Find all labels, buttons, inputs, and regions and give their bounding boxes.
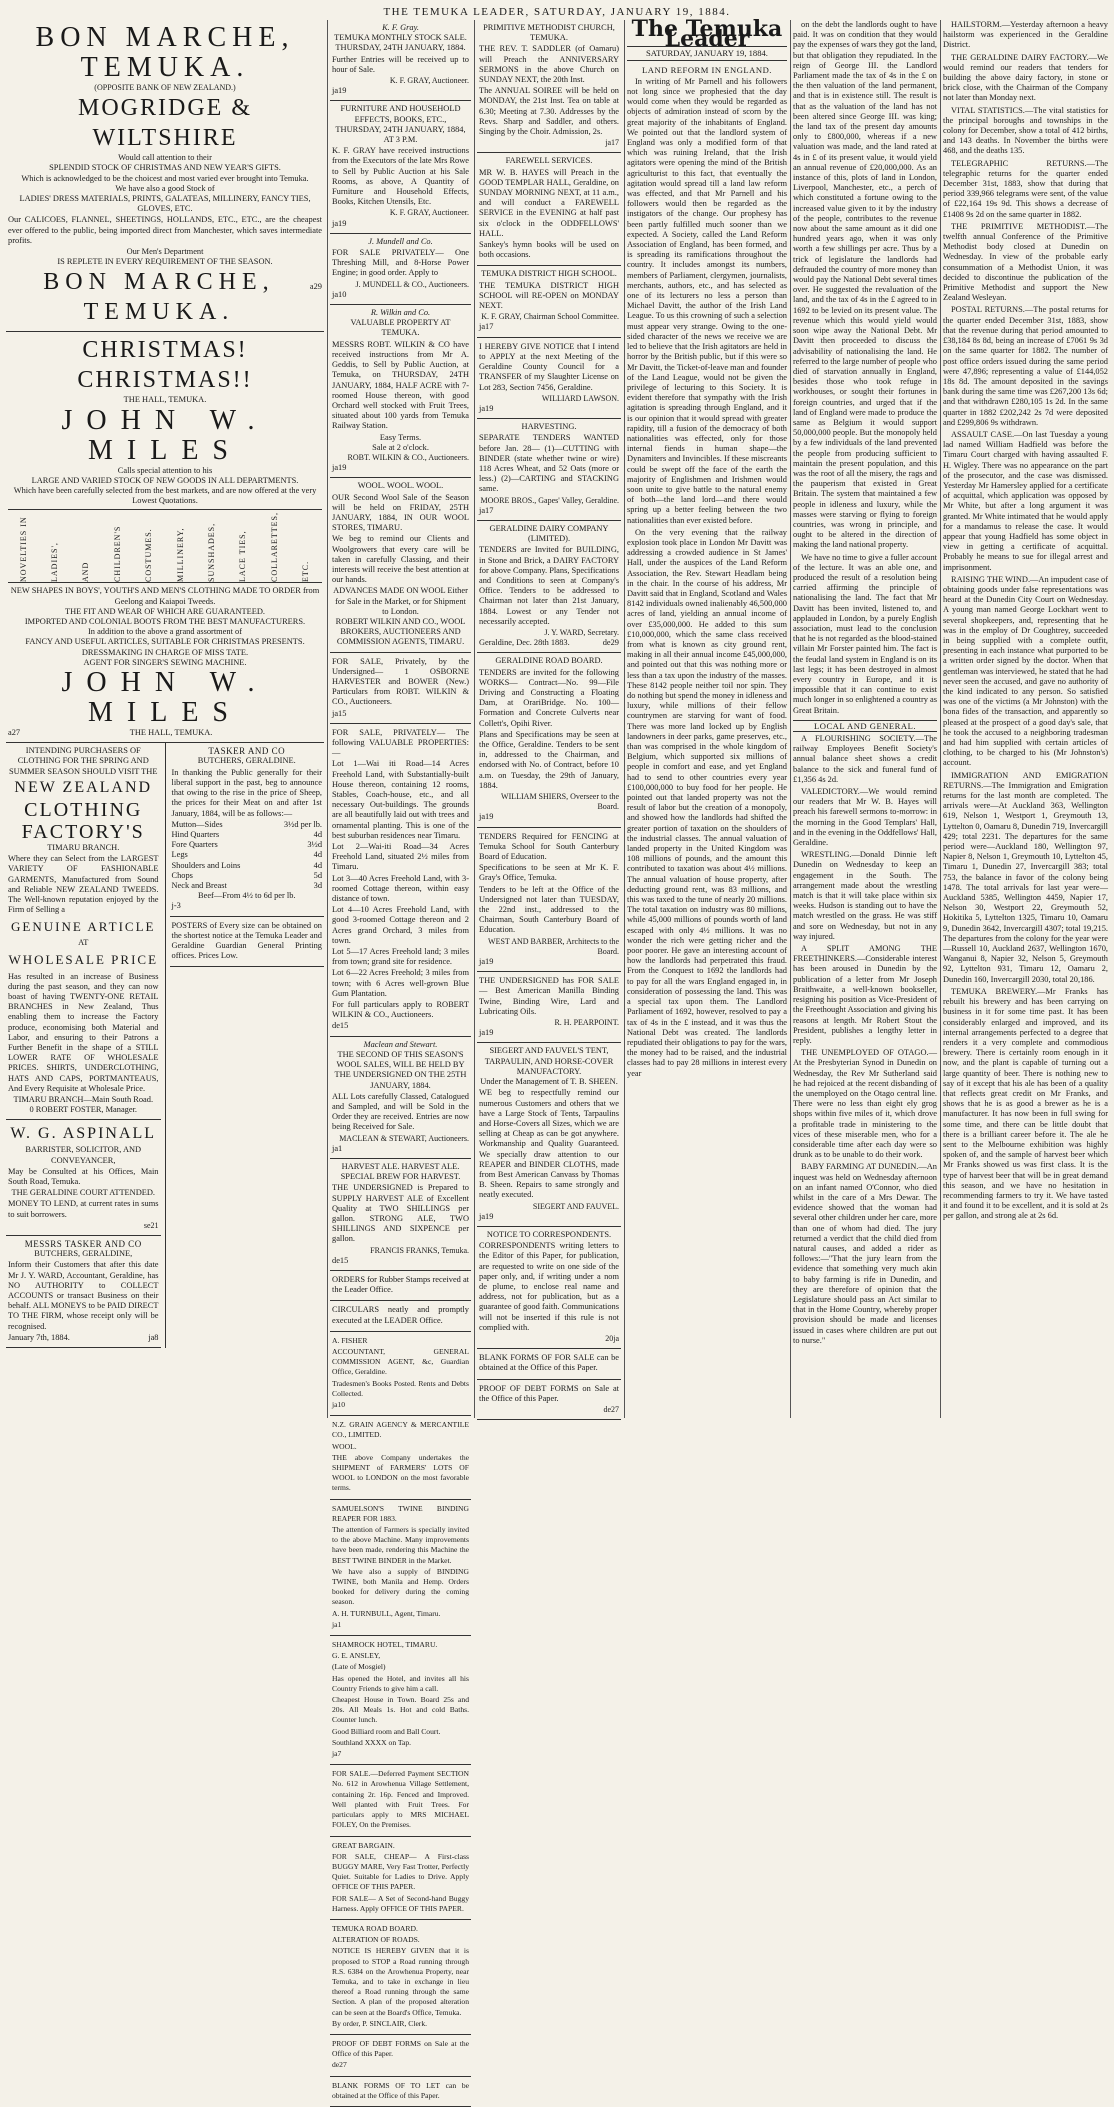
news-item: RAISING THE WIND.—An impudent case of obtaining goods under false representations was heard at the Dunedin City Court on Wednesday. A young man named George Lockhart went to several shopkeepers, and, representing that he was in the employ of Dr Coughtrey, succeeded in being supplied with a complete outfit, presenting in each instance what purported to be a written order signed by the doctor. When that gentleman was interviewed, he stated that he had never seen the accused, and gave no authority of the kind indicated to any person. So satisfied was one of the victims (a Mr Johnston) with the bona fides of the transaction, and apparently so pleased at the prospect of a good day's sale, that he took the accused to a neighboring tradesman and had him supplied with certain articles of clothing, to be charged to his (Mr Johnston's) account. — [943, 574, 1108, 768]
article-paragraph: In writing of Mr Parnell and his followers not long since we prophesied that the day would come when they would be regarded as objects of admiration instead of scorn by the great majority of the inhabitants of England. We pointed out that the landlord system of England was only a modified form of that which was ruining Ireland, that the Irish agitators were opening the mind of the British agriculturist to this fact, that eventually the agitation would spread till a land law reform was effected, and that Mr Parnell and his followers would then be regarded as the instigators of the change. Our prophesy has been partly fulfilled much sooner than we expected. A Society, called the Land Reform Association of England, has been formed, and is spreading its ramifications throughout the country. It includes amongst its numbers, members of Parliament, clergymen, journalists, merchants, authors, etc., and has selected as one of its lecturers no less a person than Michael Davitt, the author of the Irish Land League. To us this crowning of such a selection must appear very strange. Owing to the one-sided character of the news we receive we are led to believe that the Irish agitators are held in horror by the British public, but if this were so Mr Davitt, the Ticket-of-leave man and founder of the Land League, would not be given the privilege of lecturing to this Society. It is evident therefore that sympathy with the Irish agitation is spreading through England, and it is our opinion that it would spread with greater rapidity, till a fusion of the democracy of both nationalities was effected, only for those internal fiends in human shape—the Dynamiters and Invincibles. If these miscreants could be swept off the face of the earth the majority of Englishmen and Irishmen would soon unite to give battle to the natural enemy of both—the land lord—and there would spring up a better feeling between the two nationalities than ever existed before. — [627, 76, 787, 525]
column-6 — [943, 20, 1108, 1418]
to-let-forms-ad — [330, 2077, 471, 2107]
text-line: ROBERT WILKIN AND CO., WOOL BROKERS, AUCTIONEERS AND COMMISSION AGENTS, TIMARU. — [335, 616, 466, 647]
news-item: TELEGRAPHIC RETURNS.—The telegraphic returns for the quarter ended December 31st, 1883, show that during that period 339,966 telegrams were sent, of the value of £22,164 19s 9d. This shows a decrease of £1408 9s 2d on the same quarter in 1882. — [943, 158, 1108, 219]
text-line: FAREWELL SERVICES. — [505, 156, 593, 166]
vertical-label: COSTUMES. — [144, 528, 154, 583]
twine-ad — [477, 972, 621, 1043]
column-rule — [790, 20, 791, 1418]
nz-title: NEW ZEALAND — [14, 778, 153, 796]
news-item: THE PRIMITIVE METHODIST.—The twelfth annual Conference of the Primitive Methodist body closed at Dunedin on Wednesday. In view of the probable early consummation of a Methodist Union, it was decided to discontinue the publication of the Primitive Methodist and support the New Zealand Wesleyan. — [943, 221, 1108, 303]
article-paragraph: On the very evening that the railway explosion took place in London Mr Davitt was addressing a crowded audience in St James' Hall, under the auspices of the Land Reform Association, the Rev. Stewart Headlam being in the chair. In the course of his address, Mr Davitt said that in England, Scotland and Wales 8142 individuals owned inalienably 46,500,000 acres of land, yielding an annual income of over £35,000,000. He added to this sum £10,000,000, which the same class received from what is known as city ground rent, making in all their annual income £45,000,000, and pointed out that this was nothing more or less than a tax upon the industry of the masses. These 8142 people neither toil nor spin. They do nothing but spend the money in idleness and luxury, while millions of their fellow countrymen are starving for want of food. There was more land locked up by English landowners in deer parks, game preserves, etc., than was comprised in the whole kingdom of Belgium, which supported six millions of people in comfort and ease, and yet England had to send to other countries every year £100,000,000 to buy food for her people. He pointed out that landed property was not the result of labor but the creation of a monopoly, and showed how the landlords had shifted the greater portion of taxation on the shoulders of the industrial classes. The annual valuation of landed property in the United Kingdom was 108 millions of pounds, and the amount this contributed to taxation was about 4½ millions. The annual valuation of house property, after deducting ground rent, was 83 millions, and this was taxed to the tune of nearly 20 millions. The total taxation on industry was 80 millions, while 45,000 millions of pounds worth of land escaped with only 4½ millions. It was no wonder the rich were getting richer and the poor poorer. He gave an interesting account of how the landlords had perpetrated this fraud. From the Conquest to 1692 the landlords had to pay for all the wars England engaged in, in consideration of possessing the land. This was a special tax upon them. The Landlord Parliament of 1692, however, resolved to pay a tax of 4s in the £ instead, and it was thus the National Debt was created. The landlords repudiated their obligations to pay for the wars, the money had to be raised, and the industrial classes had to pay 28 millions in interest every year — [627, 527, 787, 1078]
text-line: ja1 — [332, 1619, 342, 1629]
column-rule — [940, 20, 941, 1418]
rubber-stamps-ad — [330, 1271, 471, 1301]
text-line: AGENT FOR SINGER'S SEWING MACHINE. — [83, 657, 247, 667]
fisher-ad — [330, 1332, 471, 1416]
text-line: TEMUKA MONTHLY STOCK SALE. — [334, 33, 467, 43]
text-line: THE GERALDINE COURT ATTENDED. — [11, 1188, 156, 1198]
meat-price-row — [172, 871, 323, 881]
meat-price: 3d — [313, 880, 322, 890]
ad-tag: ja17 — [479, 322, 494, 332]
column-4 — [627, 16, 787, 1418]
vertical-label: NOVELTIES IN — [18, 516, 28, 583]
meat-price: 3½d — [307, 840, 322, 850]
meat-cut: Mutton—Sides — [171, 819, 223, 829]
text-line: BARRISTER, SOLICITOR, AND CONVEYANCER, — [25, 1145, 142, 1165]
bon-marche-footer: BON MARCHE, TEMUKA. — [43, 269, 275, 326]
text-line: Tradesmen's Books Posted. Rents and Debts Collected. — [332, 1378, 469, 1398]
bon-marche-sub: (OPPOSITE BANK OF NEW ZEALAND.) — [94, 83, 236, 92]
property-lot: Lot 3—40 Acres Freehold Land, with 3-roomed Cottage thereon, within easy distance of town. — [332, 873, 469, 904]
text-line: BUTCHERS, GERALDINE, — [34, 1249, 133, 1259]
column-3 — [477, 20, 621, 1418]
novelties-banner — [8, 509, 322, 583]
left-subcolumn — [6, 743, 166, 1348]
signature: WILLIAM SHIERS, Overseer to the Board. — [501, 792, 619, 812]
ad-tag: j-3 — [171, 901, 181, 911]
vertical-label: LACE TIES, — [238, 530, 248, 583]
lot-list — [332, 759, 469, 999]
maclean-ad — [330, 1037, 471, 1159]
text-line: WOOL. — [332, 1441, 357, 1451]
text-line: NEW SHAPES IN BOYS', YOUTH'S AND MEN'S CLOTHING MADE TO ORDER from Geelong and Kaiapoi Tweeds. — [10, 586, 320, 606]
wholesale-title: WHOLESALE PRICE — [8, 951, 159, 967]
text-line: In thanking the Public generally for their liberal support in the past, beg to announce that owing to the rise in the price of Sheep, the prices for their Meat on and after 1st January, 1884, will be as follows:— — [171, 767, 322, 818]
text-line: ACCOUNTANT, GENERAL COMMISSION AGENT, &c, Guardian Office, Geraldine. — [332, 1346, 469, 1377]
tasker-notice-ad — [6, 1236, 161, 1348]
article-paragraph: on the debt the landlords ought to have paid. It was on condition that they would pay the expenses of wars they got the land, but that obligation they repudiated. In the reign of George III. the Landlord Parliament made the tax of 4s in the £ on the then valuation of the land permanent, and that is in existence still. The result is that as the valuation of the land has not been altered since George III. was king; the land tax of the present day amounts only to £800,000, whereas if a new valuation was made, and the land rated at 4s in £ of its present value, it would yield an annual revenue of £20,000,000. As an instance of this, plots of land in London, Liverpool, Manchester, etc., a perch of which constituted a fortune owing to the increased value given to it by the industry of the people, contributes to the revenue now about the same amount as it did one hundred years ago, when it was only worth a few shillings per acre. Thus by a trick of legislature the landlords had defrauded the country of more money than would pay the National Debt several times over. He suggested the revaluation of the land, and the tax of 4s in the £ agreed to in 1692 to be levied on its present value. The revenue which this would yield would soon wipe away the National Debt. Mr Davitt then proceeded to discuss the advisability of nationalising the land. He referred to the large number of people who died of starvation annually in England, besides those who took refuge in workhouses, or sought their fortunes in foreign countries, and urged that if the land of England were made to produce the same as Belgium it would support 50,000,000 people. But the monopoly held by a few individuals of the land prevented the people from producing sufficient to maintain the present population, and this was the root of all the misery, the rags and the pauperism that existed in Great Britain. The system that maintained a few people in idleness and luxury, while the masses were starving or flying to foreign countries, was wrong in principle, and ought to be altered in the direction of making the land national property. — [793, 20, 937, 550]
text-line: The ANNUAL SOIREE will be held on MONDAY, the 21st Inst. Tea on table at 6.30; Meeting at 7.30. Addresses by the Revs. Sharp and Saddler, and others. Singing by the Choir. Admission, 2s. — [479, 86, 619, 137]
text-line: THE UNDERSIGNED has FOR SALE— Best American Manilla Binding Twine, Binding Wire, Lard and Lubricating Oils. — [479, 976, 619, 1016]
text-line: SHAMROCK HOTEL, TIMARU. — [332, 1640, 438, 1650]
samuelson-ad — [330, 1500, 471, 1636]
meat-cut: Legs — [171, 850, 188, 860]
proof-forms-ad — [330, 2035, 471, 2077]
column-5 — [793, 20, 937, 1418]
text-line: Sale at 2 o'clock. — [372, 442, 429, 452]
signature: J. Y. WARD, Secretary. — [544, 627, 619, 637]
signature: J. MUNDELL & CO., Auctioneers. — [355, 279, 469, 289]
signature: K. F. GRAY, Chairman School Committee. — [481, 312, 619, 322]
ad-tag: ja19 — [479, 812, 494, 822]
text-line: CIRCULARS neatly and promptly executed at the LEADER Office. — [332, 1305, 469, 1325]
section-heading: LOCAL AND GENERAL. — [793, 720, 937, 732]
miles-title: JOHN W. MILES — [61, 404, 269, 466]
ad-tag: de27 — [603, 1404, 619, 1414]
signature: K. F. GRAY, Auctioneer. — [389, 76, 469, 86]
text-line: THURSDAY, 24TH JANUARY, 1884, AT 3 P.M. — [335, 124, 466, 145]
text-line: PROOF OF DEBT FORMS on Sale at the Office of this Paper. — [332, 2038, 469, 2059]
text-line: A. H. TURNBULL, Agent, Timaru. — [332, 1608, 441, 1618]
property-lot: Lot 6—22 Acres Freehold; 3 miles from town; with 6 Acres well-grown Blue Gum Plantation. — [332, 968, 469, 998]
auctioneer-label: K. F. Gray. — [382, 23, 419, 32]
harvesting-ad — [477, 419, 621, 521]
auctioneer-label: J. Mundell and Co. — [368, 236, 433, 246]
wilkin-property-ad — [330, 305, 471, 478]
harvester-ad — [330, 653, 471, 724]
text-line: FOR SALE, Privately, by the Undersigned— 1 OSBORNE HARVESTER and BOWER (New.) Particulars from ROBT. WILKIN & CO., Auctioneers. — [332, 656, 469, 707]
meat-price: 4d — [313, 850, 322, 860]
correspondents-notice — [477, 1227, 621, 1349]
meat-price: 5d — [313, 870, 322, 880]
vertical-label: COLLARETTES, — [269, 512, 279, 583]
text-line: Has resulted in an increase of Business during the past season, and they can now boast of having TWENTY-ONE RETAIL BRANCHES in New Zealand, Thus enabling them to increase the Factory produce, economising both Material and Labor, and ensuring to their Patrons a Further Benefit in the shape of a STILL LOWER RATE OF WHOLESALE PRICES. SHIRTS, UNDERCLOTHING, HATS AND CAPS, PORTMANTEAUS, And Every Requisite at Wholesale Price. — [8, 971, 159, 1093]
text-line: Tenders to be left at the Office of the Undersigned not later than TUESDAY, the 22nd inst., addressed to the Chairman, South Canterbury Board of Education. — [479, 884, 619, 935]
text-line: FOR SALE, PRIVATELY— The following VALUABLE PROPERTIES:— — [332, 727, 469, 758]
text-line: FOR SALE— A Set of Second-hand Buggy Harness. Apply OFFICE OF THIS PAPER. — [332, 1893, 469, 1913]
vertical-label: CHILDREN'S — [112, 526, 122, 583]
signature: WILLIARD LAWSON. — [541, 393, 619, 403]
christmas-title: CHRISTMAS! CHRISTMAS!! — [77, 337, 253, 394]
news-item: VALEDICTORY.—We would remind our readers that Mr W. B. Hayes will preach his farewell sermons to-morrow: in the morning in the Good Templars' Hall, and in the evening in the Oddfellows' Hall, Geraldine. — [793, 787, 937, 848]
text-line: Plans and Specifications may be seen at the Office, Geraldine. Tenders to be sent in, addressed to the Chairman, and endorsed with No. of Contract, before 10 a.m. on Tuesday, the 29th of January, 1884. — [479, 729, 619, 790]
fencing-ad — [477, 828, 621, 973]
text-line: FOR SALE PRIVATELY— One Threshing Mill, and 8-Horse Power Engine; in good order. Apply to — [332, 248, 469, 278]
hall-line: THE HALL, TEMUKA. — [129, 728, 213, 738]
text-line: I HEREBY GIVE NOTICE that I intend to APPLY at the next Meeting of the Geraldine County Council for a TRANSFER of my Slaughter License on Lot 283, Section 7456, Geraldine. — [479, 341, 619, 392]
news-item: A SPLIT AMONG THE FREETHINKERS.—Considerable interest has been aroused in Dunedin by the publication of a letter from Mr Joseph Braithwaite, a well-known bookseller, resigning his position as Vice-President of the Freethought Association and giving his reasons at length. Mr Robert Stout the President, publishes a lengthy letter in reply. — [793, 944, 937, 1045]
text-line: Would call attention to their — [118, 153, 212, 163]
meat-price: 3½d per lb. — [283, 819, 322, 829]
running-title: THE TEMUKA LEADER, SATURDAY, JANUARY 19, 1884. — [383, 6, 731, 18]
ad-tag: ja15 — [332, 708, 347, 718]
news-item: POSTAL RETURNS.—The postal returns for the quarter ended December 31st, 1883, show that the revenue during that period amounted to £38,184 8s 8d, being an increase of £7061 9s 3d on the same quarter for 1882. The number of post office orders issued during the same period were 47,896; representing a value of £144,052 18s 8d. The amount deposited in the savings bank during the same time was £267,200 13s 6d; and that withdrawn £280,105 1s 2d. In the same quarter in 1882 £202,242 2s 7d were deposited and £299,806 9s withdrawn. — [943, 305, 1108, 427]
text-line: Under the Management of T. B. SHEEN. — [480, 1077, 618, 1087]
news-item: VITAL STATISTICS.—The vital statistics for the principal boroughs and townships in the colony for December, show a total of 412 births, and 143 deaths. In November the births were 468, and the deaths 135. — [943, 105, 1108, 156]
text-line: TEMUKA ROAD BOARD. — [332, 1923, 418, 1933]
temuka-road-board-ad — [330, 1920, 471, 2035]
mundell-ad — [330, 234, 471, 305]
masthead: The Temuka Leader — [631, 16, 783, 53]
property-lot: Lot 1—Wai iti Road—14 Acres Freehold Land, with Substantially-built House thereon, containing 12 rooms, Stables, Coach-house, etc., and all necessary Out-buildings. The grounds are all beautifully laid out with trees and ornamental planting. This is one of the best suburban residences near Timaru. — [332, 759, 469, 840]
ad-tag: de15 — [332, 1255, 349, 1265]
harvest-ale-ad — [330, 1159, 471, 1271]
meat-price-row — [172, 820, 323, 830]
article-paragraph: We have no time to give a fuller account of the lecture. It was an able one, and produced the result of a resolution being carried affirming the principle of nationalising the land. The fact that Mr Davitt has been invited, listened to, and applauded in London, by a purely English association, must lead to the conclusion that he is not regarded as the blood-stained villain Mr Forster painted him. The fact is the feudal land system in England is on its last legs; it has been destroyed in almost every country in Europe, and it is impossible that it can continue to exist much longer in so enlightened a country as Great Britain. — [793, 552, 937, 715]
text-line: THURSDAY, 24TH JANUARY, 1884. — [335, 43, 466, 53]
text-line: OUR Second Wool Sale of the Season will be held on FRIDAY, 25TH JANUARY, 1884, IN OUR WOOL STORES, TIMARU. — [332, 492, 469, 533]
text-line: PRIMITIVE METHODIST CHURCH, TEMUKA. — [483, 23, 615, 43]
text-line: HARVESTING. — [521, 422, 577, 432]
text-line: MR W. B. HAYES will Preach in the GOOD TEMPLAR HALL, Geraldine, on SUNDAY MORNING NEXT, at 11 a.m., and will conduct a FAREWELL SERVICE in the EVENING at half past six o'clock in the ODDFELLOWS' HALL. — [479, 167, 619, 238]
news-item: THE UNEMPLOYED OF OTAGO.—At the Presbyterian Synod in Dunedin on Wednesday, the Rev Mr Sutherland said he had rejoiced at the recent disbanding of the unemployed on the Otago central line. There were no less than eight ely grog shops within five miles of it, which drove a profitable trade in ministering to the vices of these miserable men, who for a considerable time after each day were so drunk as to be unable to do their work. — [793, 1048, 937, 1160]
right-subcolumn — [166, 743, 325, 1348]
ad-tag: ja1 — [332, 1143, 343, 1153]
vertical-label: ETC. — [301, 561, 311, 583]
signature: WEST AND BARBER, Architects to the Board. — [488, 936, 619, 956]
mogridge-title: MOGRIDGE & WILTSHIRE — [78, 95, 252, 152]
genuine-title: GENUINE ARTICLE — [11, 919, 156, 935]
ad-tag: ja19 — [332, 463, 347, 473]
circulars-ad — [330, 1301, 471, 1331]
proof-debt-ad — [477, 1380, 621, 1421]
methodist-ad — [477, 20, 621, 153]
posters-ad — [170, 917, 325, 968]
text-line: SAMUELSON'S TWINE BINDING REAPER FOR 1883. — [332, 1503, 469, 1523]
news-item: HAILSTORM.—Yesterday afternoon a heavy hailstorm was experienced in the Geraldine District. — [943, 20, 1108, 50]
text-line: G. E. ANSLEY, — [332, 1651, 381, 1661]
signature: MOORE BROS., Gapes' Valley, Geraldine. — [480, 495, 619, 505]
news-item: BABY FARMING AT DUNEDIN.—An inquest was held on Wednesday afternoon on an infant named O'Connor, who died whilst in the care of a Mrs Dewar. The evidence showed that the woman had several other children under her care, more than one of whom had died. The jury returned a verdict that the child died from natural causes, and added a rider as follows:—"That the jury learn from the evidence that something very much akin to baby farming is rife in Dunedin, and they are therefore of opinion that the Legislature should pass an Act similar to that in the Home Country, whereby proper provision should be made and licenses issued in cases where children are put out to nurse." — [793, 1162, 937, 1345]
text-line: HARVEST ALE. HARVEST ALE. — [341, 1161, 460, 1171]
news-item: IMMIGRATION AND EMIGRATION RETURNS.—The Immigration and Emigration returns for the last month are completed. The arrivals were—At Auckland 363, Wellington 619, Nelson 1, Westport 1, Greymouth 13, Lyttelton 0, Oamaru 8, Dunedin 719, Invercargill 429; total 2231. The departures for the same period were—Auckland 180, Wellington 97, Napier 8, Nelson 1, Greymouth 10, Lyttelton 45, Timaru 1, Dunedin 27, Invercargill 383; total 753, the balance in favor of the colony being 1478. The total arrivals for last year were—Auckland 5385, Wellington 4459, Napier 17, Nelson 30, Westport 22, Greymouth 52, Hokitika 5, Lyttelton 1325, Timaru 10, Oamaru 9, Dunedin 3642, Invercargill 4307; total 19,215. The departures from the colony for the year were—Russell 10, Auckland 2637, Wellington 1670, Wanganui 8, Napier 32, Nelson 5, Greymouth 92, Lyttelton 931, Timaru 12, Oamaru 2, Dunedin 160, Invercargill 2030, total 20,186. — [943, 770, 1108, 984]
meat-cut: Neck and Breast — [171, 880, 227, 890]
text-line: ADVANCES MADE ON WOOL Either for Sale in the Market, or for Shipment to London. — [333, 586, 468, 616]
ad-tag: ja19 — [332, 86, 347, 96]
text-line: The attention of Farmers is specially invited to the above Machine. Many improvements have been made, rendering this Machine the BEST TWINE BINDER in the Market. — [332, 1525, 469, 1565]
text-line: THE above Company undertakes the SHIPMENT of FARMERS' LOTS OF WOOL to LONDON on the most favorable terms. — [332, 1452, 469, 1493]
ad-tag: a29 — [309, 282, 322, 292]
tasker-title: TASKER AND CO — [208, 746, 286, 757]
meat-cut: Chops — [171, 870, 193, 880]
meat-cut: Hind Quarters — [171, 829, 220, 839]
meat-price-row — [172, 840, 323, 850]
text-line: Which is acknowledged to be the choicest and most varied ever brought into Temuka. — [21, 173, 309, 183]
text-line: TENDERS are invited for the following WORKS— Contract—No. 99—File Driving and Constructing a Floating Dam, at OrariBridge. No. 100—Formation and Concrete Culverts near Collett's, Opihi River. — [479, 667, 619, 728]
ad-tag: se21 — [143, 1220, 159, 1230]
text-line: THE FIT AND WEAR OF WHICH ARE GUARANTEED. — [64, 606, 266, 616]
meat-price: 4d — [313, 829, 322, 839]
text-line: ALL Lots carefully Classed, Catalogued and Sampled, and will be Sold in the Order they are received. Entries are now being Received for Sale. — [332, 1091, 469, 1132]
text-line: THE REV. T. SADDLER (of Oamaru) will Preach the ANNIVERSARY SERMONS in the above Church on SUNDAY NEXT, the 20th Inst. — [479, 44, 619, 85]
property-lot: Lot 4—10 Acres Freehold Land, with good 3-roomed Cottage thereon and 2 Acres grand Orchard, 3 miles from town. — [332, 905, 469, 945]
ad-tag: ja10 — [332, 289, 347, 299]
column-rule — [624, 20, 625, 1418]
text-line: Further Entries will be received up to hour of Sale. — [332, 54, 469, 74]
text-line: IS REPLETE IN EVERY REQUIREMENT OF THE SEASON. — [57, 257, 273, 267]
signature: SIEGERT AND FAUVEL. — [532, 1201, 619, 1211]
text-line: Where they can Select from the LARGEST VARIETY OF FASHIONABLE GARMENTS, Manufactured from Sound and Reliable NEW ZEALAND TWEEDS. The Well-known reputation enjoyed by the Firm of Selling a — [8, 854, 159, 915]
wool-ad — [330, 478, 471, 652]
auctioneer-label: Maclean and Stewart. — [363, 1039, 438, 1049]
ad-tag: ja19 — [479, 1028, 494, 1038]
road-board-ad — [477, 653, 621, 827]
text-line: Easy Terms. — [379, 432, 422, 442]
shamrock-hotel-ad — [330, 1636, 471, 1765]
miles-title-footer: JOHN W. MILES — [61, 667, 269, 729]
ad-tag: de29 — [602, 638, 619, 648]
text-line: PROOF OF DEBT FORMS on Sale at the Office of this Paper. — [479, 1383, 619, 1403]
text-line: IMPORTED AND COLONIAL BOOTS FROM THE BEST MANUFACTURERS. — [24, 617, 306, 627]
text-line: K. F. GRAY have received instructions from the Executors of the late Mrs Rowe to Sell by Public Auction at his Sale Rooms, as above, A Quantity of Furniture and Household Effects, Books, Kitchen Utensils, Etc. — [332, 146, 469, 207]
property-lot: Lot 2—Wai-iti Road—34 Acres Freehold Land, situated 2½ miles from Timaru. — [332, 842, 469, 872]
column-2 — [330, 20, 471, 2100]
text-line: TIMARU BRANCH. — [47, 842, 120, 852]
news-item: TEMUKA BREWERY.—Mr Franks has rebuilt his brewery and has been carrying on business in it for some time past. It has been considerably enlarged and improved, and its internal arrangements perfected to a degree that renders it a very complete and commodious brewery. There is certainly room enough in it now, and the plant is capable of turning out a large quantity of beer. There is nothing new to say of it except that his ale has been of a quality that reflects great credit on Mr Franks, and shows that he is as good a brewer as he is a manufacturer. It has now been in full swing for some time, and there can be little doubt that there is a brilliant career before it. The ale he sent to the Melbourne exhibition was highly spoken of, and the sample of harvest beer which Mr Franks showed us was first class. It is the type of harvest beer that will be in great demand this season, and we have no hesitation in recommending farmers to try it. We have tasted it and found it to be excellent, and it is sold at 2s per gallon, and strong ale at 2s 6d. — [943, 986, 1108, 1221]
article-heading: LAND REFORM IN ENGLAND. — [642, 64, 772, 75]
high-school-ad — [477, 266, 621, 337]
text-line: Southland XXXX on Tap. — [332, 1737, 412, 1747]
text-line: SEPARATE TENDERS WANTED before Jan. 28— (1)—CUTTING with BINDER (state whether twine or wire) 118 Acres Wheat, and 52 Oats (more or less.) (2)—CARTING and STACKING same. — [479, 433, 619, 494]
ad-tag: ja8 — [148, 1332, 159, 1342]
text-line: For full particulars apply to ROBERT WILKIN & CO., Auctioneers. — [332, 1000, 469, 1020]
text-line: We have also a good Stock of — [115, 183, 215, 193]
meat-price: 4d — [313, 860, 322, 870]
clothing-title: CLOTHING FACTORY'S — [21, 798, 145, 843]
property-lot: Lot 5—17 Acres Freehold land; 3 miles from town; grand site for residence. — [332, 947, 469, 967]
text-line: ja10 — [332, 1399, 346, 1409]
tasker-title: MESSRS TASKER AND CO — [24, 1238, 142, 1249]
deferred-payment-ad — [330, 1765, 471, 1836]
text-line: N.Z. GRAIN AGENCY & MERCANTILE CO., LIMITED. — [332, 1420, 469, 1440]
text-line: Which have been carefully selected from the best markets, and are now offered at the very Lowest Quotations. — [13, 486, 317, 506]
text-line: GERALDINE ROAD BOARD. — [495, 656, 603, 666]
tasker-prices-ad — [170, 743, 325, 916]
vertical-label: MILLINERY, — [175, 527, 185, 583]
text-line: Our CALICOES, FLANNEL, SHEETINGS, HOLLANDS, ETC., ETC., are the cheapest ever offered to the public, being imported direct from Manchester, which saves intermediate profits. — [8, 215, 322, 245]
column-1 — [6, 20, 324, 1418]
text-line: TENDERS are Invited for BUILDING, in Stone and Brick, a DAIRY FACTORY for above Company. Plans, Specifications and Conditions to seen at Company's Office. Tenders to be addressed to Chairman not later than 21st January, 1884. Lowest or any Tender not necessarily accepted. — [479, 545, 619, 626]
column-rule — [474, 20, 475, 1418]
ad-tag: ja19 — [479, 1211, 494, 1221]
text-line: BUTCHERS, GERALDINE. — [197, 756, 296, 766]
text-line: GERALDINE DAIRY COMPANY (LIMITED). — [489, 523, 609, 544]
signature: ROBT. WILKIN & CO., Auctioneers. — [347, 452, 469, 462]
text-line: Inform their Customers that after this date Mr J. Y. WARD, Accountant, Geraldine, has NO AUTHORITY to COLLECT ACCOUNTS or transact Business on their behalf. ALL MONEYS to be PAID DIRECT TO THE FIRM, whose receipt only will be recognised. — [8, 1260, 159, 1331]
siegert-ad — [477, 1043, 621, 1226]
dairy-company-ad — [477, 521, 621, 653]
text-line: GREAT BARGAIN. — [332, 1840, 395, 1850]
text-line: Cheapest House in Town. Board 25s and 20s. All Meals 1s. Hot and cold Baths. Counter lunch. — [332, 1695, 469, 1725]
text-line: Has opened the Hotel, and invites all his Country Friends to give him a call. — [332, 1673, 469, 1693]
ad-tag: a27 — [8, 728, 21, 738]
text-line: Calls special attention to his — [117, 465, 213, 475]
news-item: THE GERALDINE DAIRY FACTORY.—We would remind our readers that tenders for building the above dairy factory, in stone or brick close, with the Chairman of the Company not later than Monday next. — [943, 52, 1108, 103]
lower-left-split — [6, 743, 324, 1348]
text-line: MESSRS ROBT. WILKIN & CO have received instructions from Mr A. Geddis, to Sell by Public Auction, at Temuka, on THURSDAY, 24TH JANUARY, 1884, HALF ACRE with 7-roomed House thereon, with good Orchard well stocked with Fruit Trees, situated about 100 yards from Temuka Railway Station. — [332, 339, 469, 431]
text-line: TEMUKA DISTRICT HIGH SCHOOL. — [481, 269, 617, 279]
text-line: LADIES' DRESS MATERIALS, PRINTS, GALATEAS, MILLINERY, FANCY TIES, GLOVES, ETC. — [19, 194, 311, 214]
meat-cut: Shoulders and Loins — [171, 860, 241, 870]
text-line: May be Consulted at his Offices, Main South Road, Temuka. — [8, 1166, 159, 1186]
auctioneer-label: R. Wilkin and Co. — [370, 308, 431, 318]
text-line: INTENDING PURCHASERS OF CLOTHING FOR THE SPRING AND SUMMER SEASON SHOULD VISIT THE — [9, 746, 158, 776]
text-line: NOTICE IS HEREBY GIVEN that it is proposed to STOP a Road running through R.S. 6384 on the Arowhenua Property, near Temuka, and to take in exchange in lieu thereof a Road running through the same Section. A plan of the proposed alteration can be seen at the Board's Office, Temuka. — [332, 1946, 469, 2017]
ad-tag: ja17 — [479, 505, 494, 515]
meat-price-row — [172, 861, 323, 871]
meat-price-row — [172, 881, 323, 891]
license-notice — [477, 338, 621, 419]
text-line: BLANK FORMS OF FOR SALE can be obtained at the Office of this Paper. — [479, 1353, 619, 1373]
meat-price-row — [172, 850, 323, 860]
vertical-label: AND — [81, 562, 91, 583]
furniture-ad — [330, 101, 471, 233]
text-line: AT — [78, 938, 89, 948]
ad-tag: ja19 — [479, 403, 494, 413]
text-line: THE TEMUKA DISTRICT HIGH SCHOOL will RE-OPEN on MONDAY NEXT. — [479, 280, 619, 311]
text-line: By order, P. SINCLAIR, Clerk. — [332, 2018, 428, 2028]
text-line: ORDERS for Rubber Stamps received at the Leader Office. — [332, 1274, 469, 1295]
text-line: FOR SALE, CHEAP— A First-class BUGGY MARE, Very Fast Trotter, Perfectly Quiet. Suitable for Ladies to Drive. Apply OFFICE OF THIS PAPER. — [332, 1851, 469, 1892]
ad-tag: 20ja — [605, 1333, 619, 1343]
bargain-ad — [330, 1837, 471, 1920]
bon-marche-title: BON MARCHE, TEMUKA. — [35, 22, 295, 83]
text-line: Beef—From 4½ to 6d per lb. — [198, 891, 296, 901]
ad-tag: ja19 — [332, 218, 347, 228]
text-line: de27 — [332, 2060, 347, 2070]
column-rule — [327, 20, 328, 1418]
farewell-ad — [477, 153, 621, 266]
text-line: ALTERATION OF ROADS. — [332, 1935, 420, 1945]
text-line: THE SECOND OF THIS SEASON'S WOOL SALES, WILL BE HELD BY THE UNDERSIGNED ON THE 25TH JANUARY, 1884. — [334, 1049, 467, 1090]
text-line: WOOL. WOOL. WOOL. — [357, 481, 444, 491]
text-line: Specifications to be seen at Mr K. F. Gray's Office, Temuka. — [479, 863, 619, 883]
hall-line: THE HALL, TEMUKA. — [123, 395, 207, 405]
aspinall-title: W. G. ASPINALL — [10, 1125, 157, 1143]
text-line: 0 ROBERT FOSTER, Manager. — [29, 1105, 138, 1115]
text-line: POSTERS of Every size can be obtained on the shortest notice at the Temuka Leader and Geraldine Guardian General Printing offices. Prices Low. — [171, 920, 322, 961]
signature: FRANCIS FRANKS, Temuka. — [370, 1245, 469, 1255]
text-line: SPLENDID STOCK OF CHRISTMAS AND NEW YEAR'S GIFTS. — [49, 163, 281, 173]
text-line: FURNITURE AND HOUSEHOLD EFFECTS, BOOKS, ETC., — [340, 104, 461, 124]
kf-gray-stock-ad — [330, 20, 471, 101]
text-line: Our Men's Department — [126, 247, 204, 257]
meat-price-row — [172, 830, 323, 840]
text-line: FANCY AND USEFUL ARTICLES, SUITABLE FOR CHRISTMAS PRESENTS. — [25, 637, 305, 647]
text-line: January 7th, 1884. — [8, 1332, 70, 1342]
grain-agency-ad — [330, 1416, 471, 1499]
meat-price-list — [172, 820, 323, 891]
vertical-label: SUNSHADES, — [206, 523, 216, 583]
text-line: THE UNDERSIGNED is Prepared to SUPPLY HARVEST ALE of Excellent Quality at TWO SHILLINGS per gallon. STRONG ALE, TWO SHILLINGS AND SIXPENCE per gallon. — [332, 1183, 469, 1244]
text-line: SPECIAL BREW FOR HARVEST. — [340, 1172, 461, 1182]
vertical-label: LADIES', — [49, 542, 59, 583]
news-item: A FLOURISHING SOCIETY.—The railway Employees Benefit Society's annual balance sheet shows a credit balance to the sick and funeral fund of £1,356 4s 2d. — [793, 734, 937, 784]
blank-forms-ad — [477, 1349, 621, 1379]
ad-tag: de15 — [332, 1021, 349, 1031]
issue-date: SATURDAY, JANUARY 19, 1884. — [627, 46, 787, 60]
news-item: WRESTLING.—Donald Dinnie left Dunedin on Wednesday to keep an engagement in the South. The arrangement made about the wrestling match is that it will take place within six weeks. Hudson is standing out to have the match wrestled on the grass. He was stiff and sore on Wednesday, but not in any way injured. — [793, 850, 937, 941]
text-line: (Late of Mosgiel) — [332, 1662, 386, 1672]
text-line: We beg to remind our Clients and Woolgrowers that every care will be taken in carefully Classing, and their interests will receive the best attention at our hands. — [332, 534, 469, 585]
clothing-factory-ad — [6, 743, 161, 1120]
ad-tag: ja19 — [479, 957, 494, 967]
text-line: Geraldine, Dec. 28th 1883. — [479, 638, 570, 648]
text-line: VALUABLE PROPERTY AT TEMUKA. — [350, 318, 451, 338]
text-line: TIMARU BRANCH—Main South Road. — [13, 1094, 154, 1104]
signature: K. F. GRAY, Auctioneer. — [389, 208, 469, 218]
text-line: Sankey's hymn books will be used on both occasions. — [479, 240, 619, 260]
text-line: TENDERS Required for FENCING at Temuka School for South Canterbury Board of Education. — [479, 831, 619, 862]
text-line: NOTICE TO CORRESPONDENTS. — [486, 1229, 612, 1239]
bon-marche-ad — [6, 20, 324, 332]
text-line: LARGE AND VARIED STOCK OF NEW GOODS IN ALL DEPARTMENTS. — [31, 475, 299, 485]
text-line: BLANK FORMS OF TO LET can be obtained at the Office of this Paper. — [332, 2080, 469, 2100]
text-line: MONEY TO LEND, at current rates in sums to suit borrowers. — [8, 1199, 159, 1219]
signature: MACLEAN & STEWART, Auctioneers. — [339, 1133, 469, 1143]
miles-ad — [6, 332, 324, 743]
text-line: ja7 — [332, 1749, 342, 1759]
aspinall-ad — [6, 1120, 161, 1236]
news-item: ASSAULT CASE.—On last Tuesday a young lad named William Hadfield was before the Timaru Court charged with having assaulted F. H. Wigley. There was no appearance on the part of the prosecutor, and the case was dismissed. Yesterday Mr Hamersley applied for a certificate of acquittal, which application was opposed by Mr White, but after a long argument it was granted. Mr White intimated that he would apply for a mandamus to release the case. It would appear that young Hadfield has some object in view in getting a certificate of acquittal. Probably he means to sue for illegal arrest and imprisonment. — [943, 429, 1108, 572]
text-line: A. FISHER — [332, 1335, 368, 1345]
text-line: CORRESPONDENTS writing letters to the Editor of this Paper, for publication, are requested to write on one side of the paper only, and, if writing under a nom de plume, to enclose real name and address, not for publication, but as a guarantee of good faith. Communications will not be inserted if this rule is not complied with. — [479, 1241, 619, 1332]
valuable-properties-ad — [330, 724, 471, 1037]
text-line: WE beg to respectfully remind our numerous Customers and others that we have a Large Stock of Tents, Tarpaulins and Horse-Covers all Sizes, which we are selling at Cheap as can be got anywhere. Workmanship and Quality Guaranteed. We specially draw attention to our REAPER and BINDER CLOTHS, made from Best American Canvass by Thomas B. Sheen. Repairs to same strongly and neatly executed. — [479, 1088, 619, 1200]
text-line: SIEGERT AND FAUVEL'S TENT, TARPAULIN, AND HORSE-COVER MANUFACTORY. — [484, 1046, 614, 1076]
text-line: FOR SALE.—Deferred Payment SECTION No. 612 in Arowhenua Village Settlement, containing 2r. 16p. Fenced and Improved. Well planted with Fruit Trees. For particulars apply to MRS MICHAEL FOLEY, On the Premises. — [332, 1769, 469, 1830]
signature: R. H. PEARPOINT. — [554, 1018, 619, 1028]
text-line: Good Billiard room and Ball Court. — [332, 1726, 441, 1736]
ad-tag: ja17 — [605, 138, 619, 148]
text-line: We have also a supply of BINDING TWINE, both Manila and Hemp. Orders booked for delivery during the coming season. — [332, 1566, 469, 1607]
text-line: DRESSMAKING IN CHARGE OF MISS TATE. — [81, 647, 249, 657]
text-line: In addition to the above a grand assortment of — [88, 627, 242, 637]
meat-cut: Fore Quarters — [171, 840, 218, 850]
